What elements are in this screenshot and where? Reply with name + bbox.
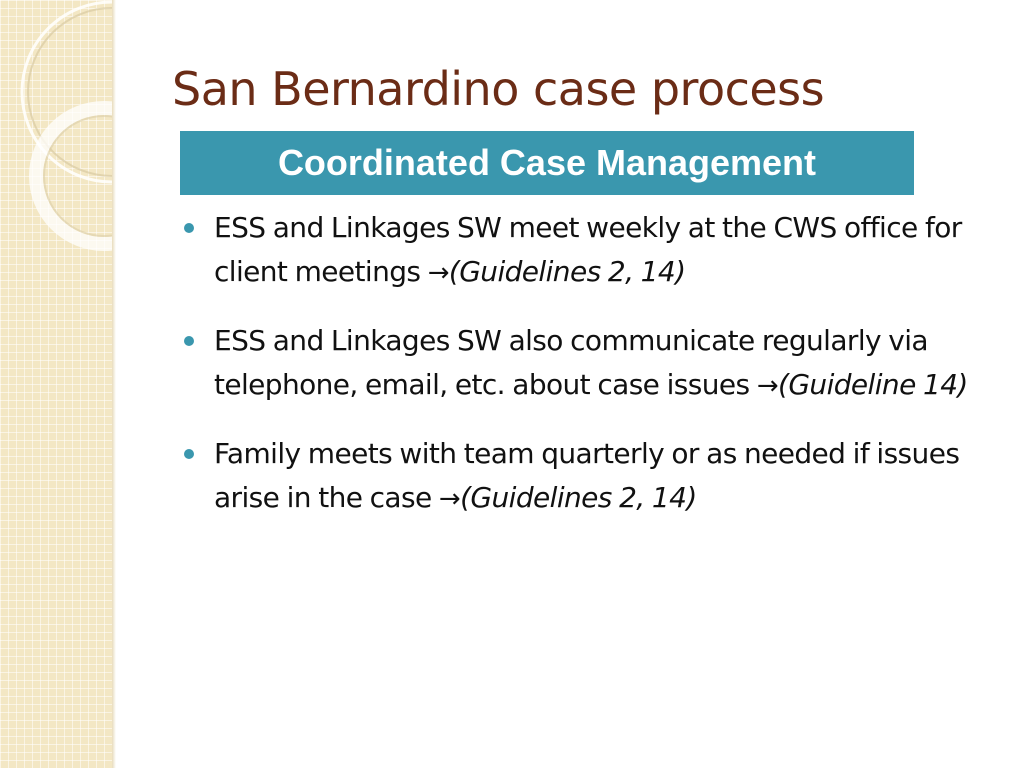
decorative-side-panel	[0, 0, 112, 768]
bullet-item-weekly-meetings	[182, 206, 982, 295]
right-arrow-icon: →	[756, 371, 779, 401]
bullet-text	[214, 324, 968, 401]
bullet-marker-icon	[184, 449, 194, 459]
bullet-list	[182, 206, 982, 545]
bullet-marker-icon	[184, 223, 194, 233]
guideline-reference: (Guidelines 2, 14)	[460, 481, 697, 514]
section-banner: Coordinated Case Management	[180, 131, 914, 195]
guideline-reference: (Guidelines 2, 14)	[448, 255, 686, 288]
bullet-body: ESS and Linkages SW also communicate regularly via telephone, email, etc. about case issues	[214, 324, 928, 401]
bullet-body: Family meets with team quarterly or as needed if issues arise in the case	[214, 437, 960, 514]
bullet-body: ESS and Linkages SW meet weekly at the CWS office for client meetings	[214, 211, 962, 288]
side-panel-edge	[112, 0, 116, 768]
guideline-reference: (Guideline 14)	[778, 368, 968, 401]
right-arrow-icon: →	[438, 484, 461, 514]
bullet-item-family-meetings	[182, 432, 982, 521]
right-arrow-icon: →	[427, 258, 449, 288]
bullet-text	[214, 211, 962, 288]
bullet-text	[214, 437, 959, 514]
bullet-item-communication	[182, 319, 982, 408]
slide-title: San Bernardino case process	[172, 62, 825, 116]
decorative-circles-icon	[0, 0, 112, 320]
bullet-marker-icon	[184, 336, 194, 346]
